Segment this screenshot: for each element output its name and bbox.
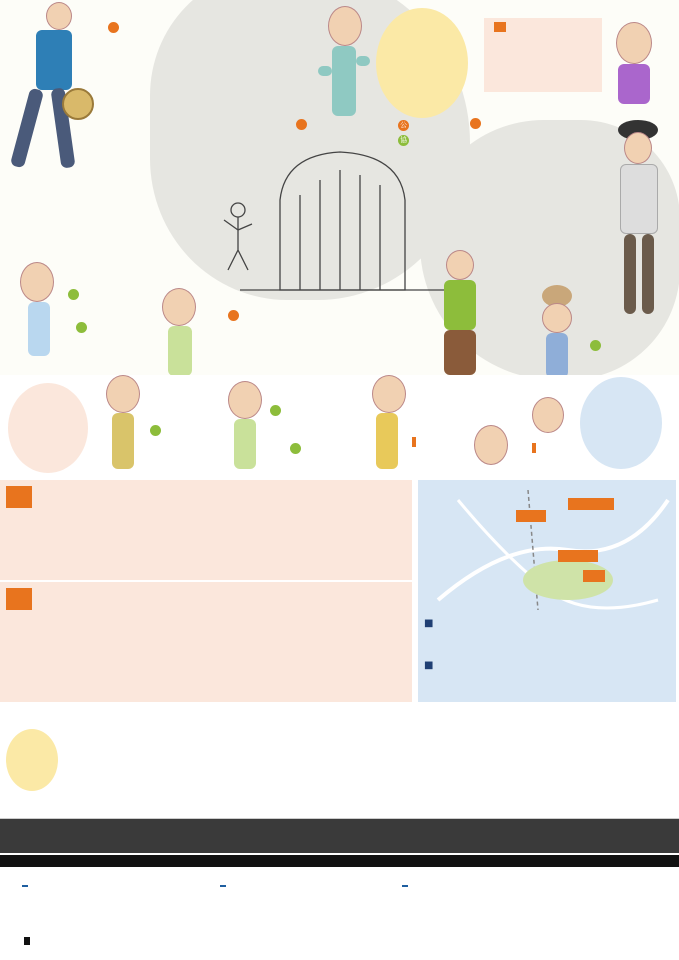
onishi-label <box>290 441 303 456</box>
pre-event-3 <box>402 885 408 887</box>
pre-event-2 <box>220 885 226 887</box>
october-month <box>6 486 32 508</box>
schedule-row <box>38 502 86 513</box>
schedule-row <box>38 486 86 497</box>
schedule-row <box>38 588 86 599</box>
exhibitors-oval <box>376 8 468 118</box>
sponsors-oval <box>6 729 58 791</box>
murai-hanako-figure <box>470 425 510 475</box>
schedule-row <box>38 681 86 692</box>
artists-section <box>0 0 679 375</box>
kurashi-figure <box>318 6 372 116</box>
minami-label <box>590 338 603 353</box>
website-line <box>24 937 30 946</box>
hasegawa-figure <box>156 288 206 378</box>
access-section <box>418 480 676 702</box>
schedule-row <box>38 604 86 615</box>
ikeda-badge <box>532 443 536 454</box>
car-title: ■ <box>424 618 434 629</box>
october-schedule <box>0 480 412 580</box>
schedule-row <box>38 517 86 528</box>
furukawa-header <box>470 116 483 131</box>
footer-banner <box>0 819 679 853</box>
access-oval <box>580 377 662 469</box>
schedule-row <box>38 635 86 646</box>
access-map <box>418 480 676 612</box>
sponsors-section <box>0 705 679 817</box>
november-schedule <box>0 582 412 702</box>
minami-figure <box>532 285 586 380</box>
imoto-label <box>68 287 81 302</box>
schedule-row <box>38 619 86 630</box>
november-month <box>6 588 32 610</box>
murai-header <box>108 20 121 35</box>
month-bar <box>0 855 679 867</box>
events-oval <box>8 383 88 473</box>
kawatsu-figure <box>222 381 268 471</box>
legend-kobo: 公 <box>400 121 407 129</box>
footer <box>0 818 679 960</box>
event-tags <box>494 22 506 33</box>
hasegawa-label <box>76 320 89 335</box>
imoto-figure <box>14 262 64 357</box>
kawatsu-label <box>270 403 283 418</box>
middle-strip <box>0 375 679 480</box>
schedule-row <box>38 533 86 544</box>
schedule-row <box>38 564 86 575</box>
murai-photo <box>8 0 88 185</box>
schedule-row <box>38 650 86 661</box>
furukawa-figure <box>612 120 672 320</box>
pre-event-1 <box>22 885 28 887</box>
schedule-row <box>38 666 86 677</box>
akiyama-header <box>228 308 241 323</box>
okada-figure <box>100 375 146 473</box>
train-title: ■ <box>424 660 434 671</box>
ikeda-figure <box>528 397 568 447</box>
okada-label <box>150 423 163 438</box>
murai-hanako-label <box>412 437 416 448</box>
legend-kyosan: 協 <box>400 136 407 144</box>
kurashi-label <box>296 117 309 132</box>
kono-figure <box>608 8 668 108</box>
onishi-figure <box>362 375 412 473</box>
schedule-row <box>38 548 86 559</box>
